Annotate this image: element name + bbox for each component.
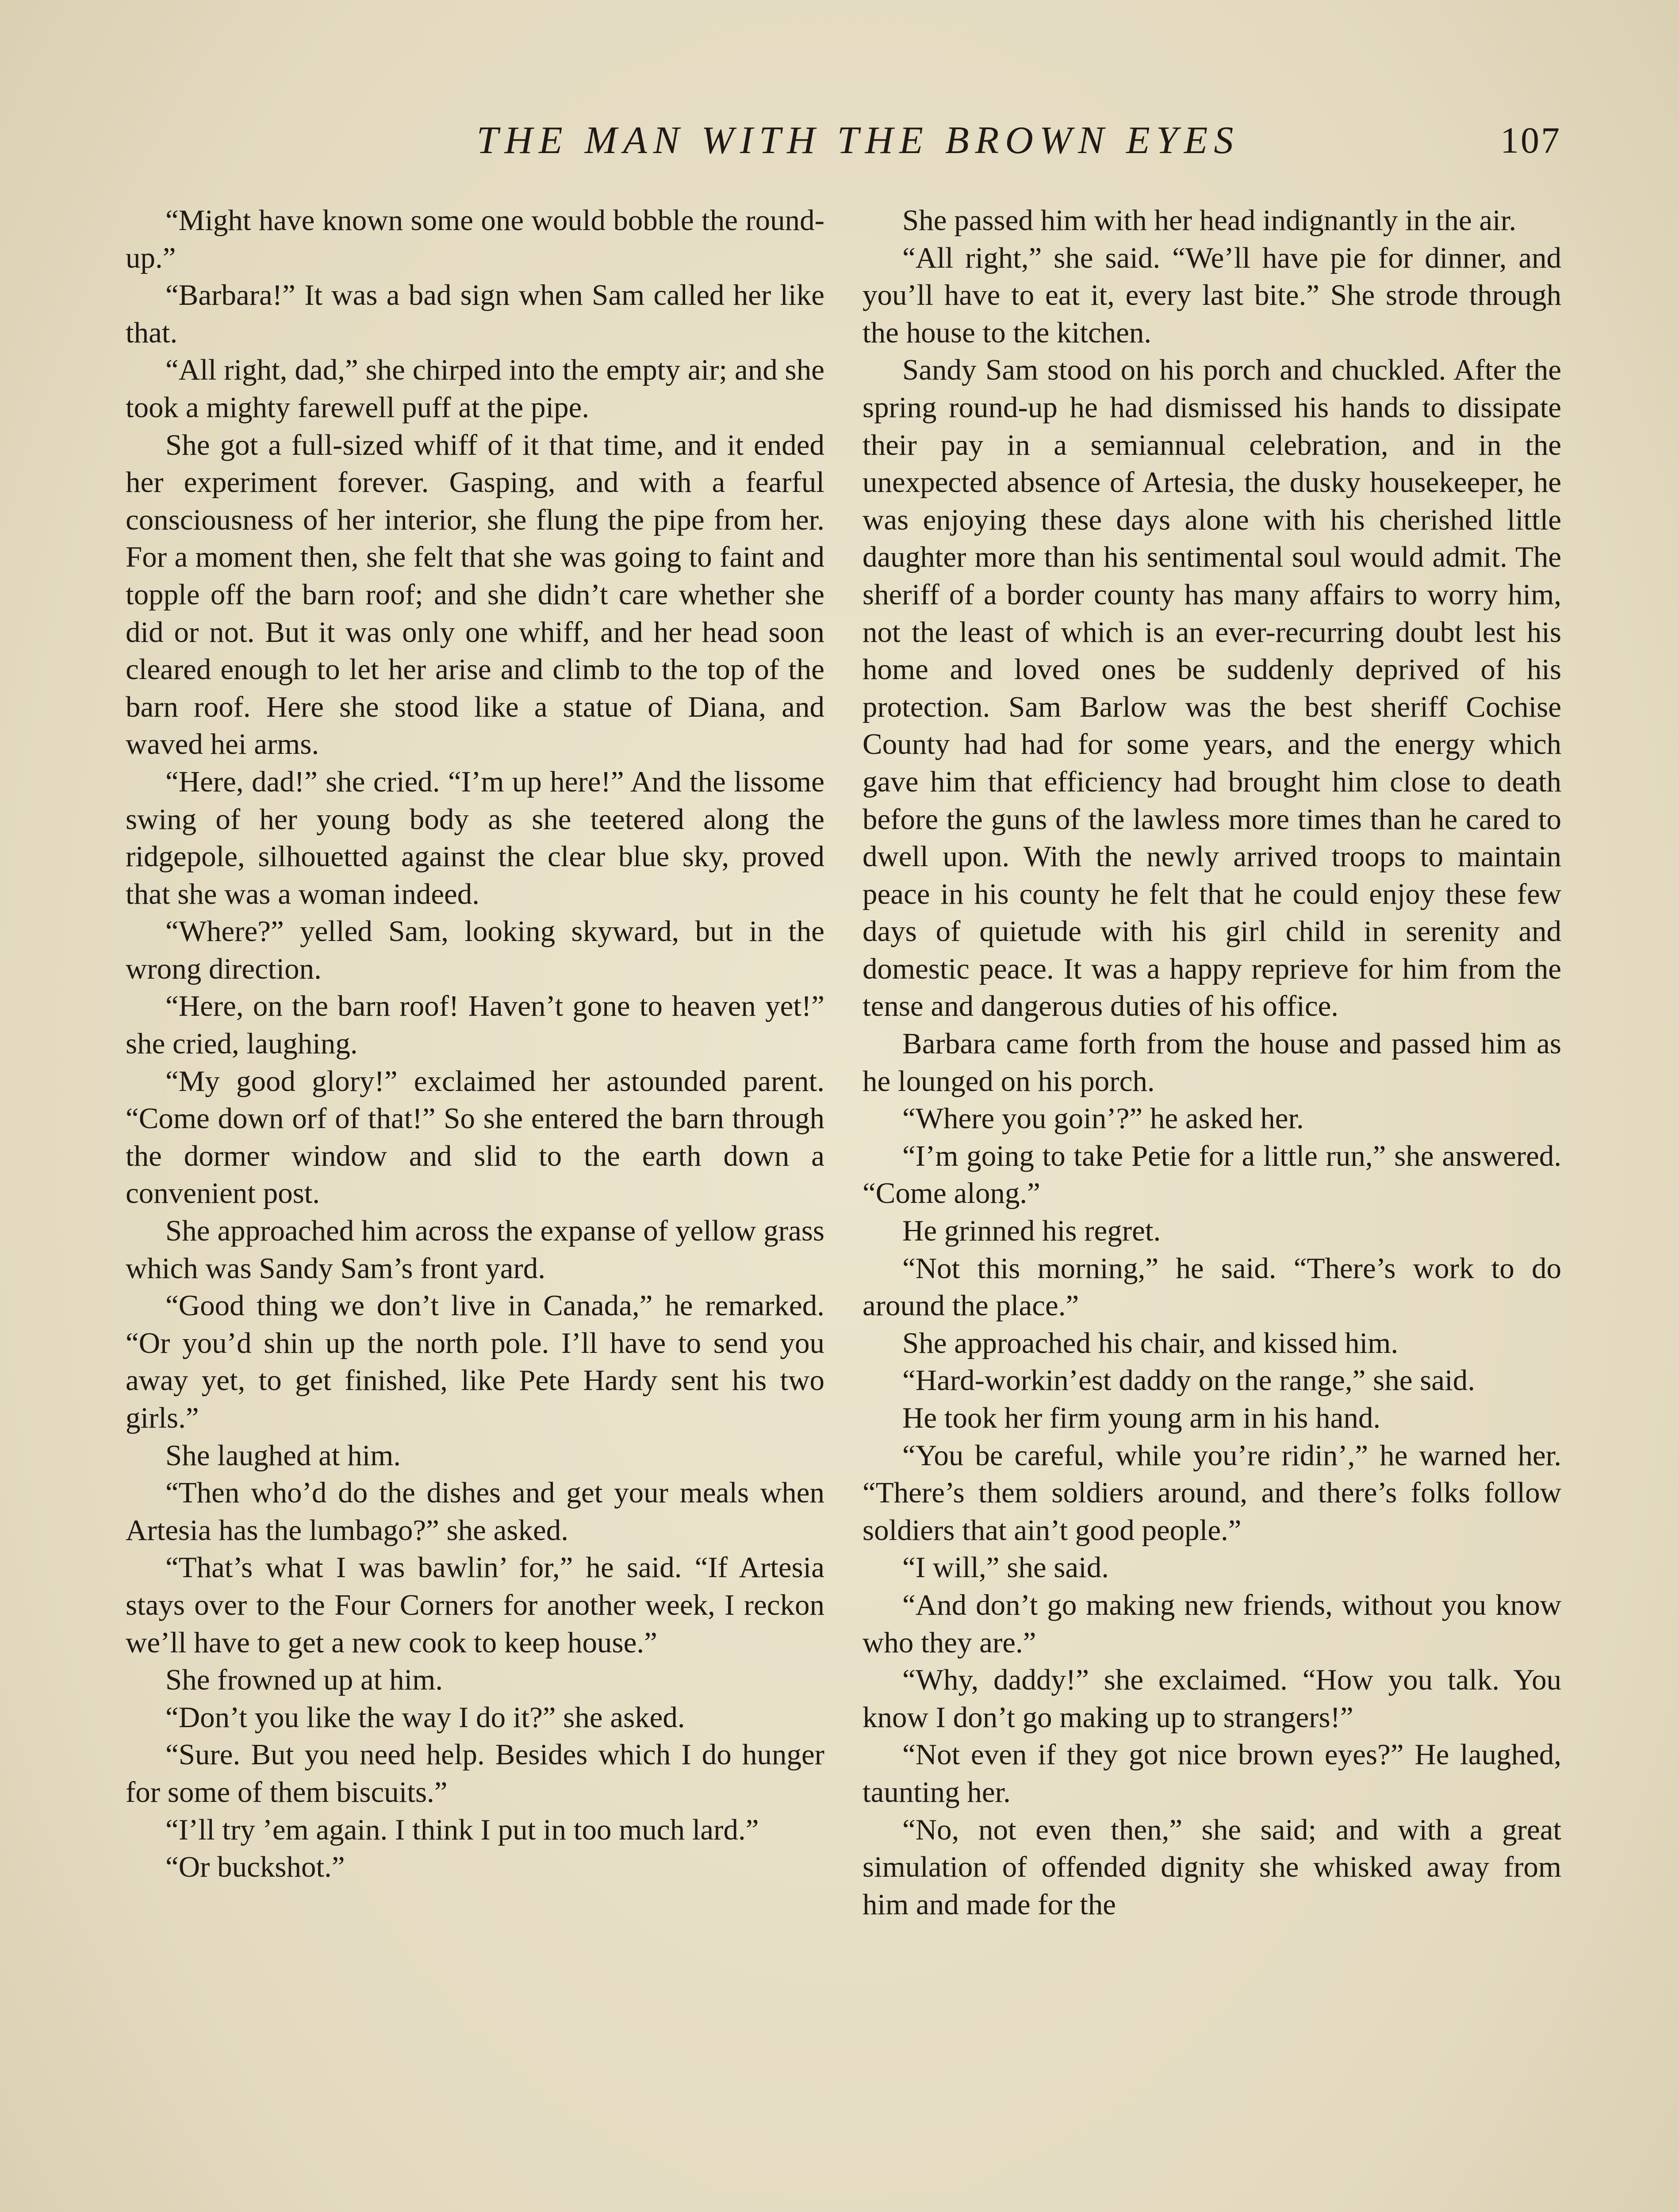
right-column (862, 202, 1561, 1923)
paragraph: “All right, dad,” she chirped into the empty air; and she took a mighty farewell puff at the pipe. (126, 353, 824, 424)
paragraph: “That’s what I was bawlin’ for,” he said. “If Artesia stays over to the Four Corners for another week, I reckon we’ll have to get a new cook to keep house.” (126, 1551, 824, 1659)
paragraph: “Not even if they got nice brown eyes?” He laughed, taunting her. (862, 1738, 1561, 1809)
paragraph: Barbara came forth from the house and passed him as he lounged on his porch. (862, 1027, 1561, 1098)
paragraph: “Not this morning,” he said. “There’s work to do around the place.” (862, 1252, 1561, 1322)
running-title: THE MAN WITH THE BROWN EYES (476, 119, 1240, 162)
paragraph: He grinned his regret. (902, 1214, 1161, 1248)
paragraph: “Here, dad!” she cried. “I’m up here!” And the lissome swing of her young body as she teetered along the ridgepole, silhouetted against the clear blue sky, proved that she was a woman indeed. (126, 765, 824, 910)
paragraph: “Or buckshot.” (165, 1851, 345, 1884)
paragraph: “Don’t you like the way I do it?” she asked. (165, 1701, 685, 1734)
paragraph: She passed him with her head indignantly in the air. (902, 204, 1517, 237)
paragraph: “Good thing we don’t live in Canada,” he remarked. “Or you’d shin up the north pole. I’ll have to send you away yet, to get finished, like Pete Hardy sent his two girls.” (126, 1289, 824, 1434)
paragraph: She approached him across the expanse of yellow grass which was Sandy Sam’s front yard. (126, 1214, 824, 1285)
paragraph: “Then who’d do the dishes and get your meals when Artesia has the lumbago?” she asked. (126, 1476, 824, 1547)
paragraph: “I will,” she said. (902, 1551, 1109, 1584)
paragraph: “My good glory!” exclaimed her astounded parent. “Come down orf of that!” So she entered the barn through the dormer window and slid to the earth down a convenient post. (126, 1064, 824, 1210)
paragraph: “I’m going to take Petie for a little run,” she answered. “Come along.” (862, 1139, 1561, 1210)
paragraph: “Why, daddy!” she exclaimed. “How you talk. You know I don’t go making up to strangers!” (862, 1663, 1561, 1734)
page-number: 107 (1500, 120, 1561, 161)
paragraph: “Where you goin’?” he asked her. (902, 1102, 1304, 1135)
paragraph: “No, not even then,” she said; and with a great simulation of offended dignity she whisked away from him and made for the (862, 1813, 1561, 1921)
paragraph: “All right,” she said. “We’ll have pie for dinner, and you’ll have to eat it, every last bite.” She strode through the house to the kitchen. (862, 241, 1561, 349)
paragraph: He took her firm young arm in his hand. (902, 1402, 1381, 1434)
paragraph: “And don’t go making new friends, without you know who they are.” (862, 1588, 1561, 1659)
paragraph: “Hard-workin’est daddy on the range,” she said. (902, 1364, 1475, 1397)
paragraph: “I’ll try ’em again. I think I put in too much lard.” (165, 1813, 759, 1846)
paragraph: “Sure. But you need help. Besides which I do hunger for some of them biscuits.” (126, 1738, 824, 1809)
paragraph: Sandy Sam stood on his porch and chuckled. After the spring round-up he had dismissed his hands to dissipate their pay in a semiannual celebration, and in the unexpected absence of Artesia, the dusky housekeeper, he was enjoying these days alone with his cherished little daughter more than his sentimental soul would admit. The sheriff of a border county has many affairs to worry him, not the least of which is an ever-recurring doubt lest his home and loved ones be suddenly deprived of his protection. Sam Barlow was the best sheriff Cochise County had had for some years, and the energy which gave him that efficiency had brought him close to death before the guns of the lawless more times than he cared to dwell upon. With the newly arrived troops to maintain peace in his county he felt that he could enjoy these few days of quietude with his girl child in serenity and domestic peace. It was a happy reprieve for him from the tense and dangerous duties of his office. (862, 353, 1561, 1023)
paragraph: “Here, on the barn roof! Haven’t gone to heaven yet!” she cried, laughing. (126, 990, 824, 1060)
paragraph: She got a full-sized whiff of it that time, and it ended her experiment forever. Gasping, and with a fearful consciousness of her interior, she flung the pipe from her. For a moment then, she felt that she was going to faint and topple off the barn roof; and she didn’t care whether she did or not. But it was only one whiff, and her head soon cleared enough to let her arise and climb to the top of the barn roof. Here she stood like a statue of Diana, and waved hei arms. (126, 428, 824, 761)
paragraph: “Barbara!” It was a bad sign when Sam called her like that. (126, 279, 824, 349)
paragraph: She laughed at him. (165, 1439, 401, 1472)
paragraph: She frowned up at him. (165, 1663, 443, 1697)
paragraph: “Might have known some one would bobble the round-up.” (126, 204, 824, 274)
paragraph: “You be careful, while you’re ridin’,” he warned her. “There’s them soldiers around, and there’s folks follow soldiers that ain’t good people.” (862, 1439, 1561, 1547)
paragraph: She approached his chair, and kissed him. (902, 1326, 1399, 1359)
paragraph: “Where?” yelled Sam, looking skyward, but in the wrong direction. (126, 915, 824, 985)
left-column (126, 202, 824, 1886)
